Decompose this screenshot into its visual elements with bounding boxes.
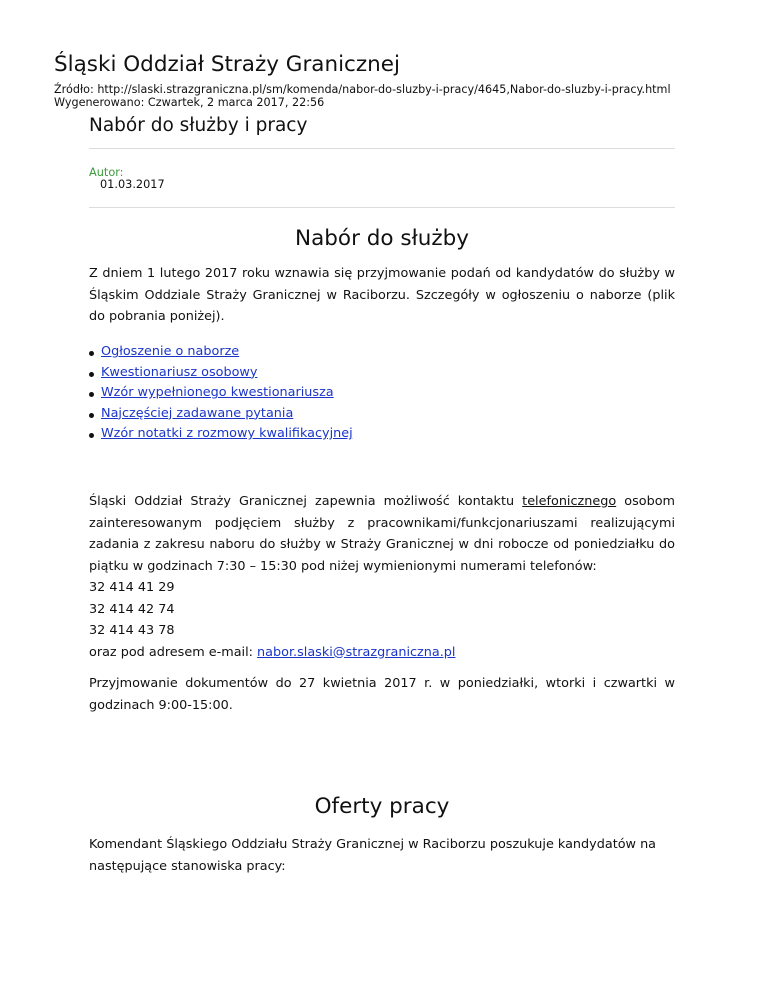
list-item xyxy=(89,342,353,363)
job-offers-intro: Komendant Śląskiego Oddziału Straży Granicznej w Raciborzu poszukuje kandydatów na następujące stanowiska pracy: xyxy=(89,837,657,874)
link-interview-note[interactable]: Wzór notatki z rozmowy kwalifikacyjnej xyxy=(101,426,353,442)
page-meta xyxy=(54,84,671,109)
site-title: Śląski Oddział Straży Granicznej xyxy=(54,52,400,77)
phone-number: 32 414 42 74 xyxy=(89,601,175,617)
contact-text-end: osobom zainteresowanym podjęciem służby z pracownikami/funkcjonariuszami realizującymi zadania z zakresu naboru do służby w Straży Granicznej w dni robocze od poniedziałku do piątku w godzinach 7:30 – 15:30 pod niżej wymienionymi numerami telefonów: xyxy=(89,494,676,574)
link-announcement[interactable]: Ogłoszenie o naborze xyxy=(101,344,240,359)
documents-deadline: Przyjmowanie dokumentów do 27 kwietnia 2017 r. w poniedziałki, wtorki i czwartki w godzinach 9:00-15:00. xyxy=(89,676,675,713)
list-item xyxy=(89,424,353,445)
source-url: Źródło: http://slaski.strazgraniczna.pl/sm/komenda/nabor-do-sluzby-i-pracy/4645,Nabor-do-sluzby-i-pracy.html xyxy=(54,83,671,96)
link-questionnaire-sample[interactable]: Wzór wypełnionego kwestionariusza xyxy=(101,385,334,401)
contact-paragraph xyxy=(89,491,675,663)
article-title: Nabór do służby i pracy xyxy=(89,115,308,136)
phone-number: 32 414 43 78 xyxy=(89,623,175,638)
generated-date: Wygenerowano: Czwartek, 2 marca 2017, 22:56 xyxy=(54,95,325,109)
article-date: 01.03.2017 xyxy=(100,178,165,191)
divider-bottom xyxy=(89,207,675,208)
divider-top xyxy=(89,148,675,149)
link-questionnaire[interactable]: Kwestionariusz osobowy xyxy=(101,364,258,380)
article xyxy=(89,113,676,874)
email-link[interactable]: nabor.slaski@strazgraniczna.pl xyxy=(257,644,456,660)
phone-number: 32 414 41 29 xyxy=(89,580,175,595)
link-faq[interactable]: Najczęściej zadawane pytania xyxy=(101,405,294,421)
recruitment-intro: Z dniem 1 lutego 2017 roku wznawia się przyjmowanie podań od kandydatów do służby w Śląskim Oddziale Straży Granicznej w Raciborzu. Szczegóły w ogłoszeniu o naborze (plik do pobrania poniżej). xyxy=(89,266,675,324)
contact-text-start: Śląski Oddział Straży Granicznej zapewnia możliwość kontaktu xyxy=(89,494,523,509)
contact-phone-word: telefonicznego xyxy=(522,494,617,509)
list-item xyxy=(89,363,353,384)
list-item xyxy=(89,404,353,425)
author-label: Autor: xyxy=(89,166,124,179)
section-title-job-offers: Oferty pracy xyxy=(314,794,450,819)
document-links xyxy=(89,342,353,445)
section-title-recruitment: Nabór do służby xyxy=(295,226,469,251)
email-prefix: oraz pod adresem e-mail: xyxy=(89,644,258,660)
email-line xyxy=(89,642,675,664)
list-item xyxy=(89,383,353,404)
